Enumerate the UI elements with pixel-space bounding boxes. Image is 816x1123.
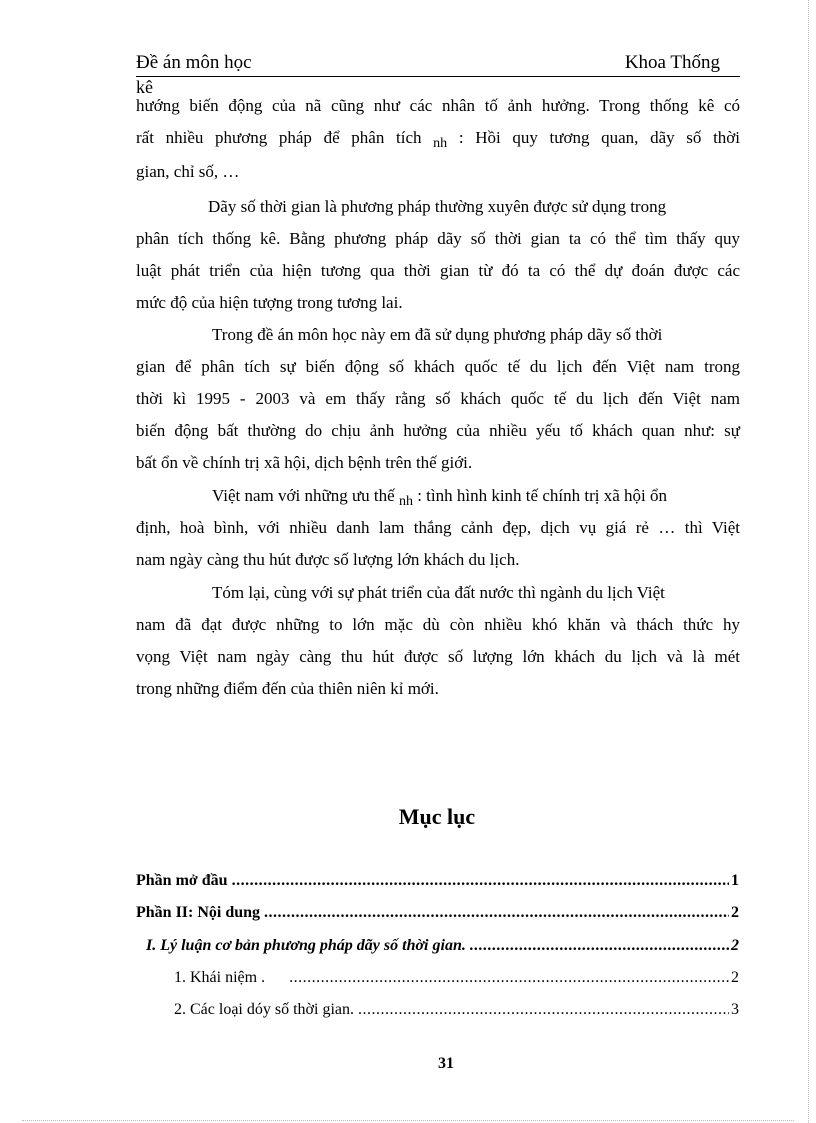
paragraph-line: bất ổn về chính trị xã hội, dịch bệnh trên thế giới.: [136, 453, 473, 472]
toc-leader-dots: [470, 937, 729, 955]
paragraph-line: gian để phân tích sự biến động số khách quốc tế du lịch đến Việt nam trong: [136, 357, 740, 376]
subscript-text: nh: [433, 136, 448, 151]
page-header: [136, 52, 740, 77]
paragraph-text: : Hồi quy tương quan, dãy số thời: [458, 128, 741, 147]
toc-entry-label: Phần mở đầu: [136, 872, 228, 889]
toc-leader-dots: [232, 872, 729, 890]
toc-title: Mục lục: [398, 804, 476, 829]
toc-leader-dots: [264, 904, 729, 922]
toc-entry-label: I. Lý luận cơ bản phương pháp dãy số thời gian.: [146, 937, 466, 954]
subscript-text: nh: [398, 494, 413, 509]
paragraph-line: mức độ của hiện tượng trong tương lai.: [136, 293, 403, 312]
paragraph-line: nam đã đạt được những to lớn mặc dù còn nhiều khó khăn và thách thức hy: [136, 615, 740, 634]
page-border-bottom: [22, 1120, 794, 1121]
page-number: 31: [438, 1055, 454, 1072]
paragraph-line: vọng Việt nam ngày càng thu hút được số lượng lớn khách du lịch và là mét: [136, 647, 740, 666]
paragraph-text: Việt nam với những ưu thế: [212, 486, 395, 505]
paragraph-line: [136, 128, 741, 151]
paragraph-line: biến động bất thường do chịu ảnh hưởng của nhiều yếu tố khách quan như: sự: [136, 421, 740, 440]
header-right-continuation: kê: [136, 77, 153, 97]
paragraph-line: hướng biến động của nã cũng như các nhân tố ảnh hưởng. Trong thống kê có: [136, 96, 740, 115]
toc-entry-label: 1. Khái niệm .: [174, 969, 266, 986]
toc-entry[interactable]: [146, 937, 739, 955]
toc-entry[interactable]: [136, 904, 739, 922]
page-border-right: [808, 0, 809, 1123]
paragraph-line: định, hoà bình, với nhiều danh lam thắng cảnh đẹp, dịch vụ giá rẻ … thì Việt: [136, 518, 740, 537]
toc-entry-page: 1: [731, 872, 739, 889]
paragraph-line: gian, chỉ số, …: [136, 162, 240, 181]
header-right-title: Khoa Thống: [624, 52, 720, 73]
paragraph-line: [212, 486, 667, 509]
toc-entry-page: 2: [731, 969, 739, 986]
toc-entry[interactable]: [174, 969, 739, 987]
toc-entry-page: 2: [731, 904, 739, 921]
paragraph-text: : tình hình kinh tế chính trị xã hội ổn: [417, 486, 667, 505]
paragraph-line: Trong đề án môn học này em đã sử dụng phương pháp dãy số thời: [212, 325, 663, 344]
paragraph-text: rất nhiều phương pháp để phân tích: [136, 128, 422, 147]
toc-entry[interactable]: [174, 1001, 739, 1019]
toc-entry-label: 2. Các loại dóy số thời gian.: [174, 1001, 354, 1018]
paragraph-line: Tóm lại, cùng với sự phát triển của đất nước thì ngành du lịch Việt: [212, 583, 665, 602]
toc-leader-dots: [269, 969, 729, 987]
paragraph-line: trong những điểm đến của thiên niên kỉ mới.: [136, 679, 439, 698]
paragraph-line: nam ngày càng thu hút được số lượng lớn khách du lịch.: [136, 550, 520, 569]
toc-entry-label: Phần II: Nội dung: [136, 904, 261, 921]
paragraph-line: phân tích thống kê. Bằng phương pháp dãy số thời gian ta có thể tìm thấy quy: [136, 229, 740, 248]
paragraph-line: thời kì 1995 - 2003 và em thấy rằng số khách quốc tế du lịch đến Việt nam: [136, 389, 740, 408]
toc-entry-page: 2: [731, 937, 739, 954]
header-left-title: Đề án môn học: [136, 52, 252, 73]
toc-leader-dots: [358, 1001, 729, 1019]
paragraph-line: Dãy số thời gian là phương pháp thường xuyên được sử dụng trong: [208, 197, 667, 216]
toc-entry[interactable]: [136, 872, 739, 890]
toc-entry-page: 3: [731, 1001, 739, 1018]
paragraph-line: luật phát triển của hiện tương qua thời gian từ đó ta có thể dự đoán được các: [136, 261, 740, 280]
